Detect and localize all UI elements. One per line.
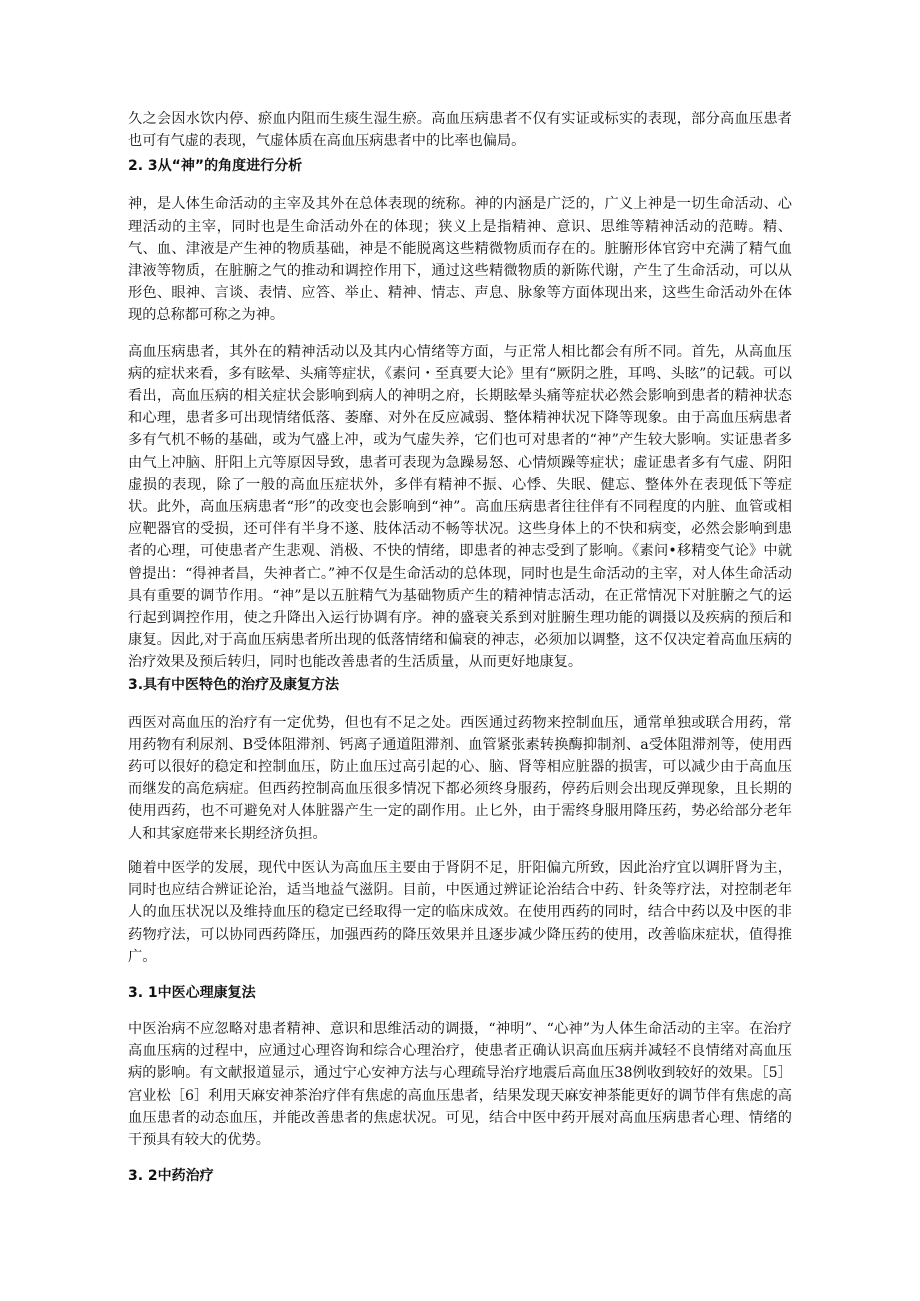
document-page: [128, 108, 792, 1187]
section-2-3-heading: 2. 3从“神”的角度进行分析: [128, 158, 303, 175]
intro-paragraph: 久之会因水饮内停、瘀血内阻而生痰生湿生瘀。高血压病患者不仅有实证或标实的表现，部分高血压患者也可有气虚的表现，气虚体质在高血压病患者中的比率也偏局。: [128, 111, 792, 150]
section-3-heading: 3.具有中医特色的治疗及康复方法: [128, 676, 340, 693]
section-2-3-paragraph-2: 高血压病患者，其外在的精神活动以及其内心情绪等方面，与正常人相比都会有所不同。首先，从高血压病的症状来看，多有眩晕、头痛等症状，《素问・至真要大论》里有“厥阴之胜，耳鸣、头眩”的记载。可以看出，高血压病的相关症状会影响到病人的神明之府，长期眩晕头痛等症状必然会影响到患者的精神状态和心理，患者多可出现情绪低落、萎靡、对外在反应减弱、整体精神状况下降等现象。由于高血压病患者多有气机不畅的基础，或为气盛上冲，或为气虚失养，它们也可对患者的“神”产生较大影响。实证患者多由气上冲脑、肝阳上亢等原因导致，患者可表现为急躁易怒、心情烦躁等症状；虚证患者多有气虚、阴阳虚损的表现，除了一般的高血压症状外，多伴有精神不振、心悸、失眠、健忘、整体外在表现低下等症状。此外，高血压病患者“形”的改变也会影响到“神”。高血压病患者往往伴有不同程度的内脏、血管或相应靶器官的受损，还可伴有半身不遂、肢体活动不畅等状况。这些身体上的不快和病变，必然会影响到患者的心理，可使患者产生悲观、消极、不快的情绪，即患者的神志受到了影响。《素问•移精变气论》中就曾提出：“得神者昌，失神者亡。”神不仅是生命活动的总体现，同时也是生命活动的主宰，对人体生命活动具有重要的调节作用。“神”是以五脏精气为基础物质产生的精神情志活动，在正常情况下对脏腑之气的运行起到调控作用，使之升降出入运行协调有序。神的盛衰关系到对脏腑生理功能的调摄以及疾病的预后和康复。因此,对于高血压病患者所出现的低落情绪和偏衰的神志，必须加以调整，这不仅决定着高血压病的治疗效果及预后转归，同时也能改善患者的生活质量，从而更好地康复。: [128, 343, 792, 671]
section-2-3-paragraph-1: 神，是人体生命活动的主宰及其外在总体表现的统称。神的内涵是广泛的，广义上神是一切生命活动、心理活动的主宰，同时也是生命活动外在的体现；狭义上是指精神、意识、思维等精神活动的范畴。精、气、血、津液是产生神的物质基础，神是不能脱离这些精微物质而存在的。脏腑形体官窍中充满了精气血津液等物质，在脏腑之气的推动和调控作用下，通过这些精微物质的新陈代谢，产生了生命活动，可以从形色、眼神、言谈、表情、应答、举止、精神、情志、声息、脉象等方面体现出来，这些生命活动外在体现的总称都可称之为神。: [128, 196, 792, 324]
section-3-paragraph-1: 西医对高血压的治疗有一定优势，但也有不足之处。西医通过药物来控制血压，通常单独或联合用药，常用药物有利尿剂、B受体阻滞剂、钙离子通道阻滞剂、血管紧张素转换酶抑制剂、a受体阻滞剂等，使用西药可以很好的稳定和控制血压，防止血压过高引起的心、脑、肾等相应脏器的损害，可以减少由于高血压而继发的高危病症。但西药控制高血压很多情况下都必须终身服药，停药后则会出现反弹现象，且长期的使用西药，也不可避免对人体脏器产生一定的副作用。止匕外，由于需终身服用降压药，势必给部分老年人和其家庭带来长期经济负担。: [128, 714, 792, 842]
section-3-paragraph-2: 随着中医学的发展，现代中医认为高血压主要由于肾阴不足，肝阳偏亢所致，因此治疗宜以调肝肾为主，同时也应结合辨证论治，适当地益气滋阴。目前，中医通过辨证论治结合中药、针灸等疗法，对控制老年人的血压状况以及维持血压的稳定已经取得一定的临床成效。在使用西药的同时，结合中药以及中医的非药物疗法，可以协同西药降压，加强西药的降压效果并且逐步减少降压药的使用，改善临床症状，值得推广。: [128, 859, 792, 965]
section-3-1-paragraph-1: 中医治病不应忽略对患者精神、意识和思维活动的调摄，“神明”、“心神”为人体生命活动的主宰。在治疗高血压病的过程中，应通过心理咨询和综合心理治疗，使患者正确认识高血压病并减轻不良情绪对高血压病的影响。有文献报道显示，通过宁心安神方法与心理疏导治疗地震后高血压38例收到较好的效果。［5］宫业松［6］利用天麻安神茶治疗伴有焦虑的高血压患者，结果发现天麻安神茶能更好的调节伴有焦虑的高血压患者的动态血压，并能改善患者的焦虑状况。可见，结合中医中药开展对高血压病患者心理、情绪的干预具有较大的优势。: [128, 1020, 792, 1148]
section-3-2-heading: 3. 2中药治疗: [128, 1168, 214, 1185]
section-3-1-heading: 3. 1中医心理康复法: [128, 984, 256, 1001]
